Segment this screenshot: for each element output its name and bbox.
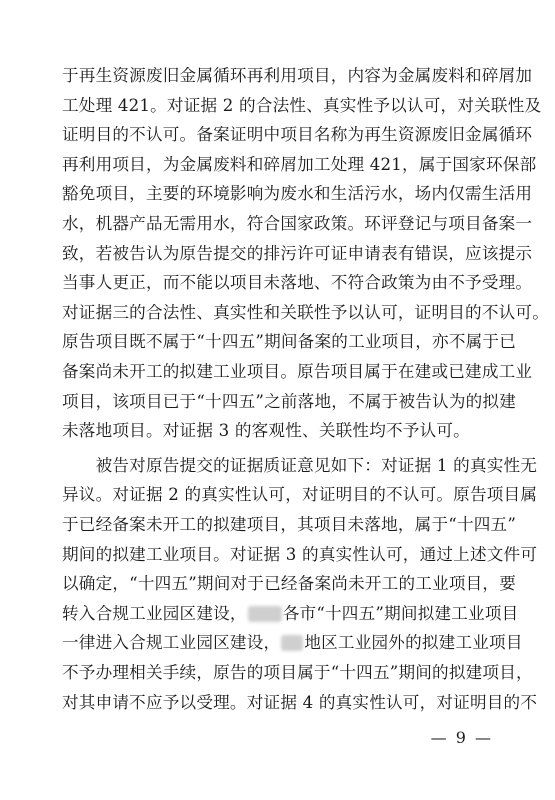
redacted-region: [248, 606, 282, 622]
text-line: 豁免项目，主要的环境影响为废水和生活污水，场内仅需生活用: [62, 184, 533, 203]
text-line: 对证据三的合法性、真实性和关联性予以认可，证明目的不认可。: [62, 303, 550, 322]
text-line: 当事人更正，而不能以项目未落地、不符合政策为由不予受理。: [62, 273, 533, 292]
text-line: 原告项目既不属于“十四五”期间备案的工业项目，亦不属于已: [62, 332, 517, 351]
text-segment: 各市“十四五”期间拟建工业项目: [282, 604, 519, 623]
text-segment: 地区工业园外的拟建工业项目: [304, 633, 523, 652]
text-line: 对其申请不应予以受理。对证据 4 的真实性认可，对证明目的不: [62, 693, 538, 712]
text-line: [62, 628, 523, 658]
text-line: 以确定，“十四五”期间对于已经备案尚未开工的工业项目，要: [62, 574, 517, 593]
text-segment: 转入合规工业园区建设，: [62, 604, 247, 623]
text-line: 备案尚未开工的拟建工业项目。原告项目属于在建或已建成工业: [62, 362, 533, 381]
text-line: 于再生资源废旧金属循环再利用项目，内容为金属废料和碎屑加: [62, 66, 533, 85]
redacted-region: [281, 635, 303, 651]
text-line: 期间的拟建工业项目。对证据 3 的真实性认可，通过上述文件可: [62, 545, 538, 564]
text-line: 不予办理相关手续，原告的项目属于“十四五”期间的拟建项目，: [62, 663, 533, 682]
text-line: 未落地项目。对证据 3 的客观性、关联性均不予认可。: [62, 421, 470, 440]
text-line: 被告对原告提交的证据质证意见如下：对证据 1 的真实性无: [62, 456, 538, 475]
text-line: 工处理 421。对证据 2 的合法性、真实性予以认可，对关联性及: [62, 96, 542, 115]
text-line: 异议。对证据 2 的真实性认可，对证明目的不认可。原告项目属: [62, 485, 538, 504]
page-number: — 9 —: [430, 728, 493, 747]
text-line: 证明目的不认可。备案证明中项目名称为再生资源废旧金属循环: [62, 125, 533, 144]
text-line: 水，机器产品无需用水，符合国家政策。环评登记与项目备案一: [62, 214, 533, 233]
text-line: 于已经备案未开工的拟建项目，其项目未落地，属于“十四五”: [62, 515, 517, 534]
text-line: 项目，该项目已于“十四五”之前落地，不属于被告认为的拟建: [62, 392, 517, 411]
text-line: [62, 599, 518, 629]
text-line: 再利用项目，为金属废料和碎屑加工处理 421，属于国家环保部: [62, 155, 537, 174]
text-segment: 一律进入合规工业园区建设，: [62, 633, 281, 652]
text-line: 致，若被告认为原告提交的排污许可证申请表有错误，应该提示: [62, 244, 533, 263]
